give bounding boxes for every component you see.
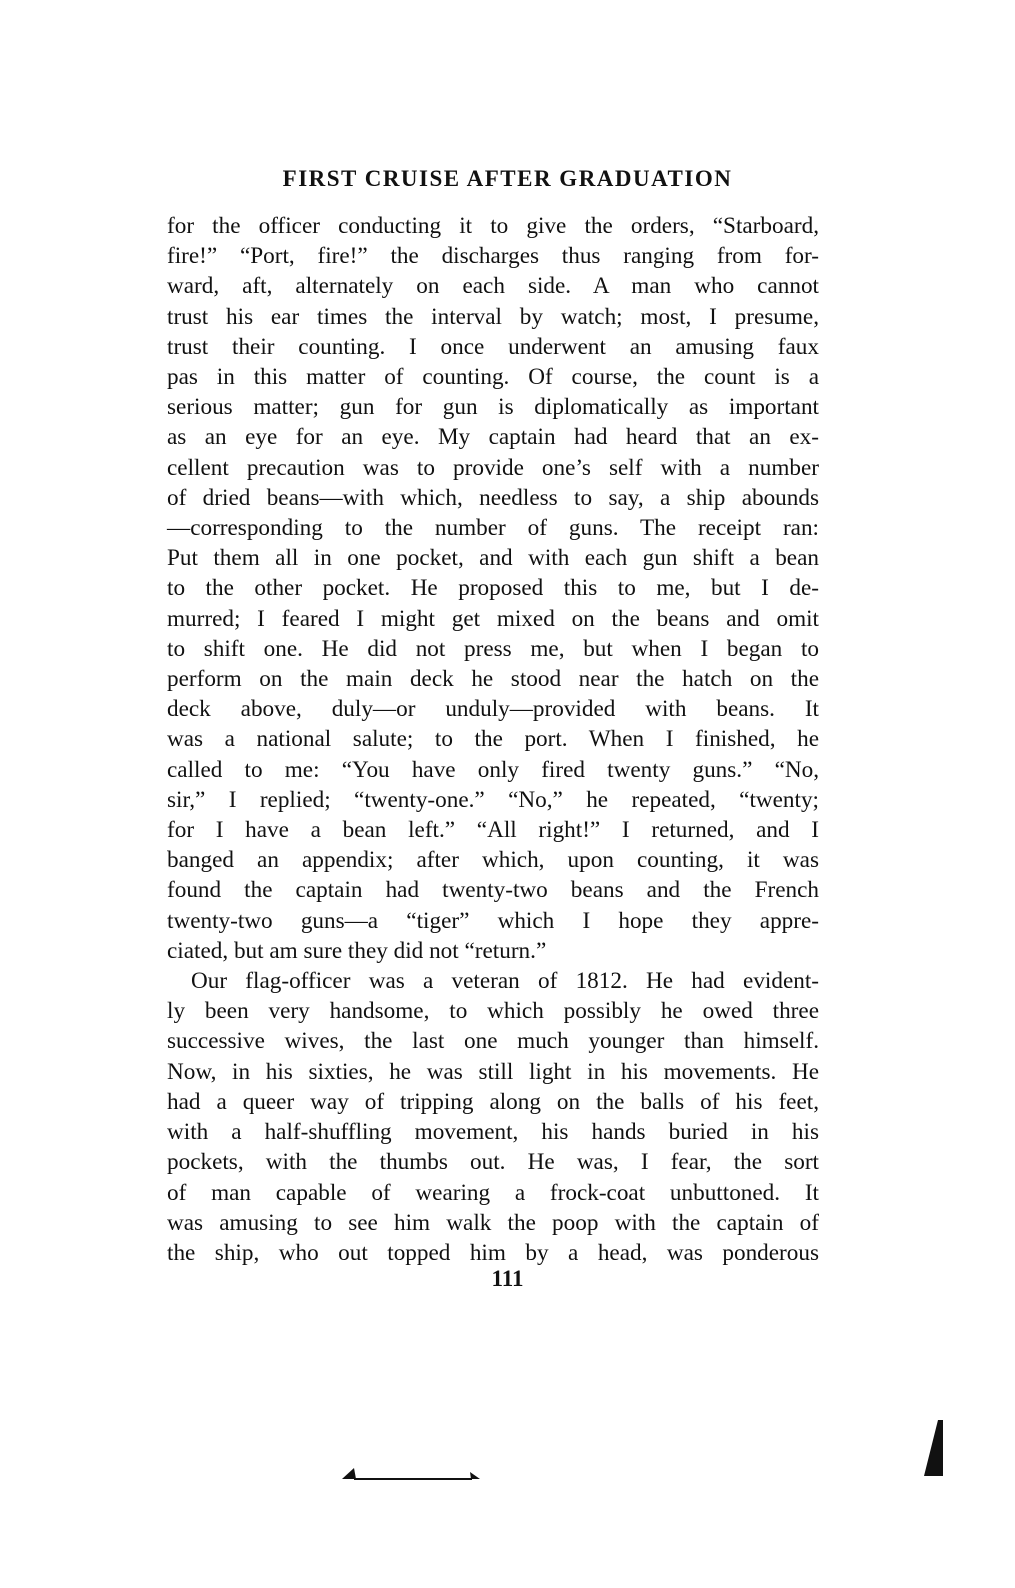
running-header: FIRST CRUISE AFTER GRADUATION: [282, 166, 733, 191]
text-line: of dried beans—with which, needless to say, a ship abounds: [167, 484, 819, 511]
text-line: —corresponding to the number of guns. The receipt ran:: [167, 515, 819, 542]
text-line: was amusing to see him walk the poop with the captain of: [167, 1209, 819, 1236]
text-line: Our flag-officer was a veteran of 1812. He had evident-: [191, 968, 819, 995]
text-line: of man capable of wearing a frock-coat unbuttoned. It: [167, 1179, 819, 1206]
text-line: ward, aft, alternately on each side. A man who cannot: [167, 273, 819, 300]
text-line: to the other pocket. He proposed this to me, but I de-: [167, 575, 819, 602]
text-line: murred; I feared I might get mixed on the beans and omit: [167, 605, 819, 632]
text-line: sir,” I replied; “twenty-one.” “No,” he repeated, “twenty;: [167, 786, 819, 813]
scan-mark-right: [918, 1418, 948, 1480]
text-line: Put them all in one pocket, and with each gun shift a bean: [167, 545, 819, 572]
text-line: trust his ear times the interval by watch; most, I presume,: [167, 303, 819, 330]
text-line: serious matter; gun for gun is diplomatically as important: [167, 394, 819, 421]
text-line: perform on the main deck he stood near the hatch on the: [167, 666, 819, 693]
text-line: was a national salute; to the port. When I finished, he: [167, 726, 819, 753]
paragraph: [167, 211, 819, 966]
text-line: pas in this matter of counting. Of course, the count is a: [167, 364, 819, 391]
text-line: the ship, who out topped him by a head, was ponderous: [167, 1239, 819, 1266]
text-line: to shift one. He did not press me, but when I began to: [167, 635, 819, 662]
text-line: trust their counting. I once underwent an amusing faux: [167, 333, 819, 360]
text-line: twenty-two guns—a “tiger” which I hope they appre-: [167, 907, 819, 934]
text-line: cellent precaution was to provide one’s self with a number: [167, 454, 819, 481]
paragraph: [167, 966, 819, 1268]
text-line: fire!” “Port, fire!” the discharges thus ranging from for-: [167, 243, 819, 270]
text-line: called to me: “You have only fired twenty guns.” “No,: [167, 756, 819, 783]
text-line: successive wives, the last one much younger than himself.: [167, 1028, 819, 1055]
text-line: had a queer way of tripping along on the balls of his feet,: [167, 1088, 819, 1115]
text-line: for the officer conducting it to give the orders, “Starboard,: [167, 213, 819, 239]
text-line: pockets, with the thumbs out. He was, I fear, the sort: [167, 1149, 819, 1176]
text-line: as an eye for an eye. My captain had heard that an ex-: [167, 424, 819, 451]
text-line: for I have a bean left.” “All right!” I returned, and I: [167, 817, 819, 844]
text-line: deck above, duly—or unduly—provided with beans. It: [167, 696, 819, 723]
text-line: ly been very handsome, to which possibly he owed three: [167, 998, 819, 1025]
text-line: banged an appendix; after which, upon counting, it was: [167, 847, 819, 874]
scan-mark-bottom: [340, 1455, 490, 1485]
text-line: with a half-shuffling movement, his hands buried in his: [167, 1119, 819, 1146]
body-text: [167, 211, 819, 1268]
text-line: Now, in his sixties, he was still light in his movements. He: [167, 1058, 819, 1085]
text-line: found the captain had twenty-two beans and the French: [167, 877, 819, 904]
text-line: ciated, but am sure they did not “return.”: [167, 937, 547, 964]
page-number: 111: [491, 1266, 524, 1291]
